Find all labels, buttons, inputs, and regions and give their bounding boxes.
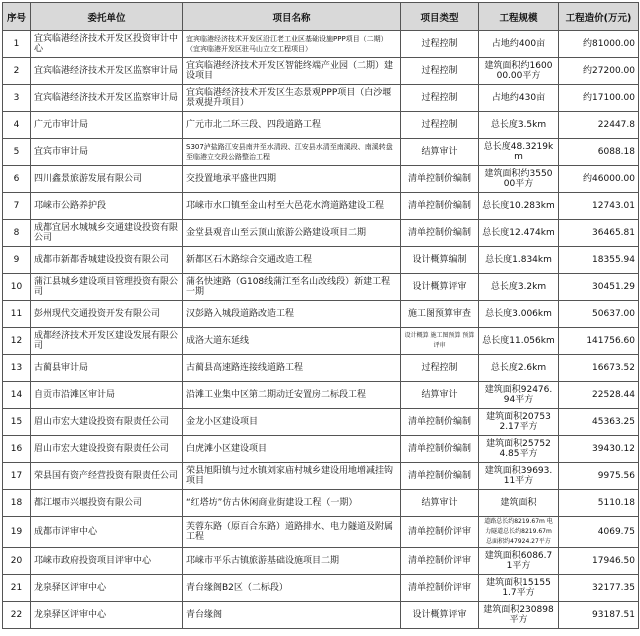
row-project-name: “红塔坊”仿古休闲商业街建设工程（一期） — [183, 490, 401, 517]
row-project-name: 芙蓉东路（原百合东路）道路排水、电力隧道及附属工程 — [183, 517, 401, 548]
row-scale: 建筑面积39693.11平方 — [479, 463, 559, 490]
table-row — [3, 31, 639, 58]
table-row — [3, 575, 639, 602]
header-scale: 工程规模 — [479, 3, 559, 31]
row-project-name: 新都区石木路综合交通改造工程 — [183, 247, 401, 274]
row-project-type: 清单控制价评审 — [401, 517, 479, 548]
row-client: 宜宾临港经济技术开发区监察审计局 — [31, 85, 183, 112]
row-client: 彭州现代交通投资开发有限公司 — [31, 301, 183, 328]
row-project-type: 清单控制价编制 — [401, 463, 479, 490]
row-number: 22 — [3, 602, 31, 629]
row-cost: 45363.25 — [559, 409, 639, 436]
row-number: 7 — [3, 193, 31, 220]
table-row — [3, 436, 639, 463]
row-client: 都江堰市兴堰投资有限公司 — [31, 490, 183, 517]
row-number: 1 — [3, 31, 31, 58]
row-client: 宜宾临港经济技术开发区监察审计局 — [31, 58, 183, 85]
row-cost: 22528.44 — [559, 382, 639, 409]
header-cost: 工程造价(万元) — [559, 3, 639, 31]
row-client: 蒲江县城乡建设项目管理投资有限公司 — [31, 274, 183, 301]
row-project-type: 过程控制 — [401, 112, 479, 139]
row-client: 成都市评审中心 — [31, 517, 183, 548]
row-scale: 建筑面积约355000平方 — [479, 166, 559, 193]
row-scale: 总长度3.006km — [479, 301, 559, 328]
row-client: 荣县国有资产经营投资有限责任公司 — [31, 463, 183, 490]
row-cost: 32177.35 — [559, 575, 639, 602]
table-row — [3, 602, 639, 629]
row-number: 18 — [3, 490, 31, 517]
row-scale: 建筑面积6086.71平方 — [479, 548, 559, 575]
row-project-name: 青台缘阁B2区（二标段） — [183, 575, 401, 602]
row-project-type: 过程控制 — [401, 58, 479, 85]
table-body — [3, 31, 639, 629]
row-client: 自贡市沿滩区审计局 — [31, 382, 183, 409]
row-number: 11 — [3, 301, 31, 328]
row-scale: 建筑面积 — [479, 490, 559, 517]
row-project-name: 宜宾临港经济技术开发区生态景观PPP项目（白沙堰景观提升项目） — [183, 85, 401, 112]
row-project-type: 清单控制价编制 — [401, 436, 479, 463]
row-client: 成都市新都香城建设投资有限公司 — [31, 247, 183, 274]
row-number: 19 — [3, 517, 31, 548]
project-table — [2, 2, 639, 629]
row-number: 13 — [3, 355, 31, 382]
row-client: 成都经济技术开发区建设发展有限公司 — [31, 328, 183, 355]
row-project-name: 邛崃市水口镇至金山村至大邑花水湾道路建设工程 — [183, 193, 401, 220]
row-project-name: 宜宾临港经济技术开发区沿江老工业区基础设施PPP项目（二期）（宜宾临港开发区驻马山立交工程项目） — [183, 31, 401, 58]
row-cost: 141756.60 — [559, 328, 639, 355]
row-client: 成都宜居水城城乡交通建设投资有限公司 — [31, 220, 183, 247]
row-client: 邛崃市政府投资项目评审中心 — [31, 548, 183, 575]
row-project-type: 施工图预算审查 — [401, 301, 479, 328]
row-cost: 30451.29 — [559, 274, 639, 301]
row-cost: 50637.00 — [559, 301, 639, 328]
row-number: 15 — [3, 409, 31, 436]
row-number: 8 — [3, 220, 31, 247]
row-scale: 总长度10.283km — [479, 193, 559, 220]
row-project-name: 金龙小区建设项目 — [183, 409, 401, 436]
row-project-type: 设计概算 施工图预算 预算评审 — [401, 328, 479, 355]
row-project-name: 荣县旭阳镇与过水镇刘家庙村城乡建设用地增减挂钩项目 — [183, 463, 401, 490]
row-client: 宜宾临港经济技术开发区投资审计中心 — [31, 31, 183, 58]
row-project-type: 清单控制价评审 — [401, 575, 479, 602]
row-number: 21 — [3, 575, 31, 602]
table-row — [3, 193, 639, 220]
table-row — [3, 220, 639, 247]
table-row — [3, 548, 639, 575]
table-row — [3, 355, 639, 382]
table-row — [3, 166, 639, 193]
row-project-type: 清单控制价编制 — [401, 166, 479, 193]
row-project-type: 设计概算评审 — [401, 274, 479, 301]
row-project-name: 邛崃市平乐古镇旅游基础设施项目二期 — [183, 548, 401, 575]
row-project-name: 宜宾临港经济技术开发区智能终端产业园（二期）建设项目 — [183, 58, 401, 85]
row-cost: 16673.52 — [559, 355, 639, 382]
row-number: 14 — [3, 382, 31, 409]
table-row — [3, 274, 639, 301]
row-project-name: 成洛大道东延线 — [183, 328, 401, 355]
row-scale: 建筑面积230898平方 — [479, 602, 559, 629]
table-row — [3, 328, 639, 355]
row-number: 9 — [3, 247, 31, 274]
row-client: 邛崃市公路养护段 — [31, 193, 183, 220]
row-client: 古蔺县审计局 — [31, 355, 183, 382]
row-project-type: 结算审计 — [401, 382, 479, 409]
row-client: 眉山市宏大建设投资有限责任公司 — [31, 436, 183, 463]
row-project-type: 清单控制价编制 — [401, 409, 479, 436]
row-project-type: 过程控制 — [401, 85, 479, 112]
row-scale: 总长度1.834km — [479, 247, 559, 274]
row-client: 龙泉驿区评审中心 — [31, 575, 183, 602]
header-type: 项目类型 — [401, 3, 479, 31]
row-project-type: 结算审计 — [401, 139, 479, 166]
row-scale: 总长度11.056km — [479, 328, 559, 355]
table-row — [3, 139, 639, 166]
row-cost: 18355.94 — [559, 247, 639, 274]
table-row — [3, 463, 639, 490]
row-project-type: 清单控制价编制 — [401, 193, 479, 220]
row-cost: 22447.8 — [559, 112, 639, 139]
row-project-name: 交投置地承平盛世四期 — [183, 166, 401, 193]
row-scale: 建筑面积151551.7平方 — [479, 575, 559, 602]
row-project-type: 设计概算评审 — [401, 602, 479, 629]
row-number: 17 — [3, 463, 31, 490]
row-cost: 39430.12 — [559, 436, 639, 463]
table-row — [3, 58, 639, 85]
row-number: 3 — [3, 85, 31, 112]
row-cost: 9975.56 — [559, 463, 639, 490]
row-project-name: 蒲名快速路（G108线蒲江至名山改线段）新建工程一期 — [183, 274, 401, 301]
row-project-name: 广元市北二环三段、四段道路工程 — [183, 112, 401, 139]
row-number: 5 — [3, 139, 31, 166]
row-project-type: 过程控制 — [401, 31, 479, 58]
row-number: 20 — [3, 548, 31, 575]
row-client: 广元市审计局 — [31, 112, 183, 139]
row-project-type: 过程控制 — [401, 355, 479, 382]
row-number: 4 — [3, 112, 31, 139]
row-scale: 总长度48.3219km — [479, 139, 559, 166]
row-cost: 36465.81 — [559, 220, 639, 247]
row-cost: 4069.75 — [559, 517, 639, 548]
row-scale: 总长度3.2km — [479, 274, 559, 301]
row-project-name: 青台缘阁 — [183, 602, 401, 629]
row-number: 16 — [3, 436, 31, 463]
row-cost: 约46000.00 — [559, 166, 639, 193]
row-scale: 总长度2.6km — [479, 355, 559, 382]
row-project-name: 古蔺县高速路连接线道路工程 — [183, 355, 401, 382]
row-project-name: 白虎滩小区建设项目 — [183, 436, 401, 463]
row-cost: 5110.18 — [559, 490, 639, 517]
table-row — [3, 490, 639, 517]
table-row — [3, 247, 639, 274]
row-scale: 建筑面积92476.94平方 — [479, 382, 559, 409]
row-project-name: S307泸盐路江安县南井至水清段、江安县水清至南溪段、南溪转盘至临港立交段公路整治工程 — [183, 139, 401, 166]
row-client: 龙泉驿区评审中心 — [31, 602, 183, 629]
row-cost: 12743.01 — [559, 193, 639, 220]
row-number: 6 — [3, 166, 31, 193]
row-project-name: 金堂县观音山至云顶山旅游公路建设项目二期 — [183, 220, 401, 247]
row-scale: 建筑面积约160000.00平方 — [479, 58, 559, 85]
table-row — [3, 409, 639, 436]
row-cost: 93187.51 — [559, 602, 639, 629]
row-cost: 约27200.00 — [559, 58, 639, 85]
row-project-type: 设计概算编制 — [401, 247, 479, 274]
table-row — [3, 382, 639, 409]
row-scale: 建筑面积207532.17平方 — [479, 409, 559, 436]
row-client: 宜宾市审计局 — [31, 139, 183, 166]
row-client: 眉山市宏大建设投资有限责任公司 — [31, 409, 183, 436]
row-scale: 总长度3.5km — [479, 112, 559, 139]
table-row — [3, 112, 639, 139]
row-cost: 约81000.00 — [559, 31, 639, 58]
table-row — [3, 517, 639, 548]
row-project-name: 沿滩工业集中区第二期动迁安置房二标段工程 — [183, 382, 401, 409]
row-project-type: 清单控制价编制 — [401, 220, 479, 247]
header-project: 项目名称 — [183, 3, 401, 31]
row-cost: 约17100.00 — [559, 85, 639, 112]
row-project-name: 汉彭路入城段道路改造工程 — [183, 301, 401, 328]
row-client: 四川鑫景旅游发展有限公司 — [31, 166, 183, 193]
row-project-type: 清单控制价评审 — [401, 548, 479, 575]
row-scale: 占地约430亩 — [479, 85, 559, 112]
row-scale: 建筑面积257524.85平方 — [479, 436, 559, 463]
header-no: 序号 — [3, 3, 31, 31]
row-number: 2 — [3, 58, 31, 85]
row-cost: 17946.50 — [559, 548, 639, 575]
row-cost: 6088.18 — [559, 139, 639, 166]
header-client: 委托单位 — [31, 3, 183, 31]
row-project-type: 结算审计 — [401, 490, 479, 517]
row-scale: 总长度12.474km — [479, 220, 559, 247]
table-row — [3, 85, 639, 112]
table-header — [3, 3, 639, 31]
row-number: 12 — [3, 328, 31, 355]
row-scale: 道路总长约8219.67m 电力隧道总长约8219.67m 总面积约47924.27平方 — [479, 517, 559, 548]
row-number: 10 — [3, 274, 31, 301]
table-row — [3, 301, 639, 328]
row-scale: 占地约400亩 — [479, 31, 559, 58]
